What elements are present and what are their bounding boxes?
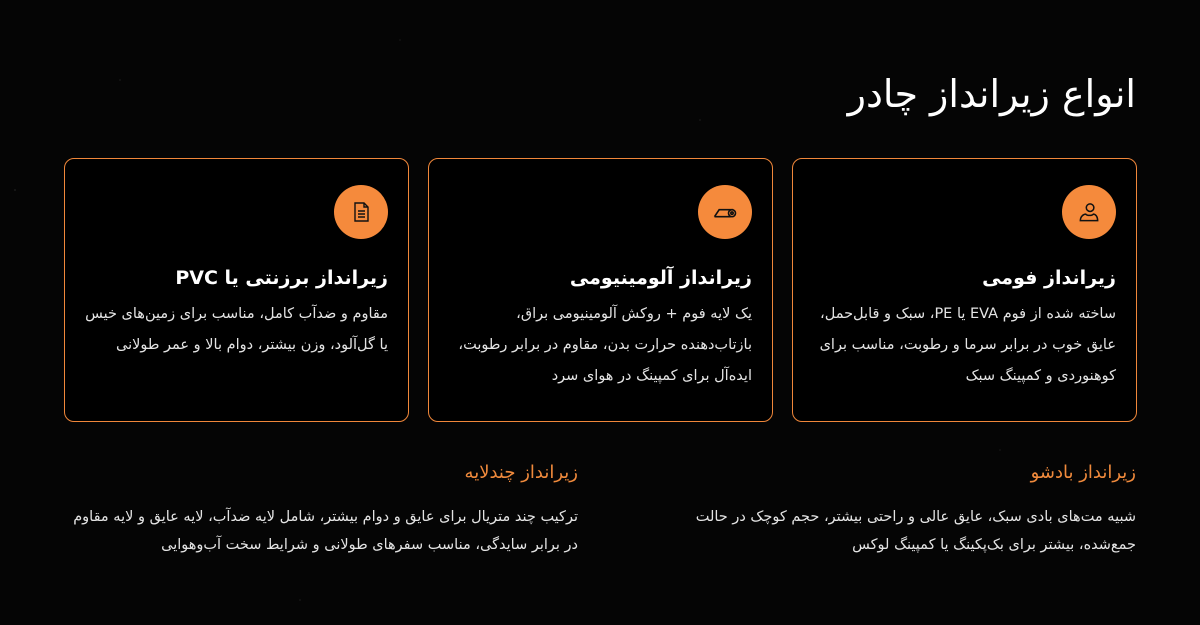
card-title: زیرانداز برزنتی یا PVC [175, 267, 388, 289]
document-icon [334, 185, 388, 239]
card-body: یک لایه فوم + روکش آلومینیومی براق، بازتاب‌دهنده حرارت بدن، مقاوم در برابر رطوبت، ایده‌آل برای کمپینگ در هوای سرد [458, 306, 752, 384]
card-title: زیرانداز فومی [982, 267, 1116, 289]
page-title: انواع زیرانداز چادر [847, 72, 1136, 116]
rolled-mat-icon [698, 185, 752, 239]
card-body: ساخته شده از فوم EVA یا PE، سبک و قابل‌حمل، عایق خوب در برابر سرما و رطوبت، مناسب برای کوهنوردی و کمپینگ سبک [819, 306, 1116, 384]
card-aluminum-mat [428, 158, 773, 422]
section-multilayer-mat [58, 462, 578, 559]
card-foam-mat [792, 158, 1137, 422]
section-body: ترکیب چند متریال برای عایق و دوام بیشتر، شامل لایه ضدآب، لایه عایق و لایه مقاوم در برابر سایدگی، مناسب سفرهای طولانی و شرایط سخت آب‌وهوایی [73, 509, 578, 553]
card-pvc-mat [64, 158, 409, 422]
section-body: شبیه مت‌های بادی سبک، عایق عالی و راحتی بیشتر، حجم کوچک در حالت جمع‌شده، بیشتر برای بک‌پکینگ یا کمپینگ لوکس [695, 509, 1136, 553]
user-icon [1062, 185, 1116, 239]
section-title: زیرانداز چندلایه [464, 462, 578, 483]
card-title: زیرانداز آلومینیومی [569, 267, 752, 289]
card-body: مقاوم و ضدآب کامل، مناسب برای زمین‌های خیس یا گل‌آلود، وزن بیشتر، دوام بالا و عمر طولانی [85, 306, 388, 353]
section-title: زیرانداز بادشو [1030, 462, 1136, 483]
section-inflatable-mat [646, 462, 1136, 559]
